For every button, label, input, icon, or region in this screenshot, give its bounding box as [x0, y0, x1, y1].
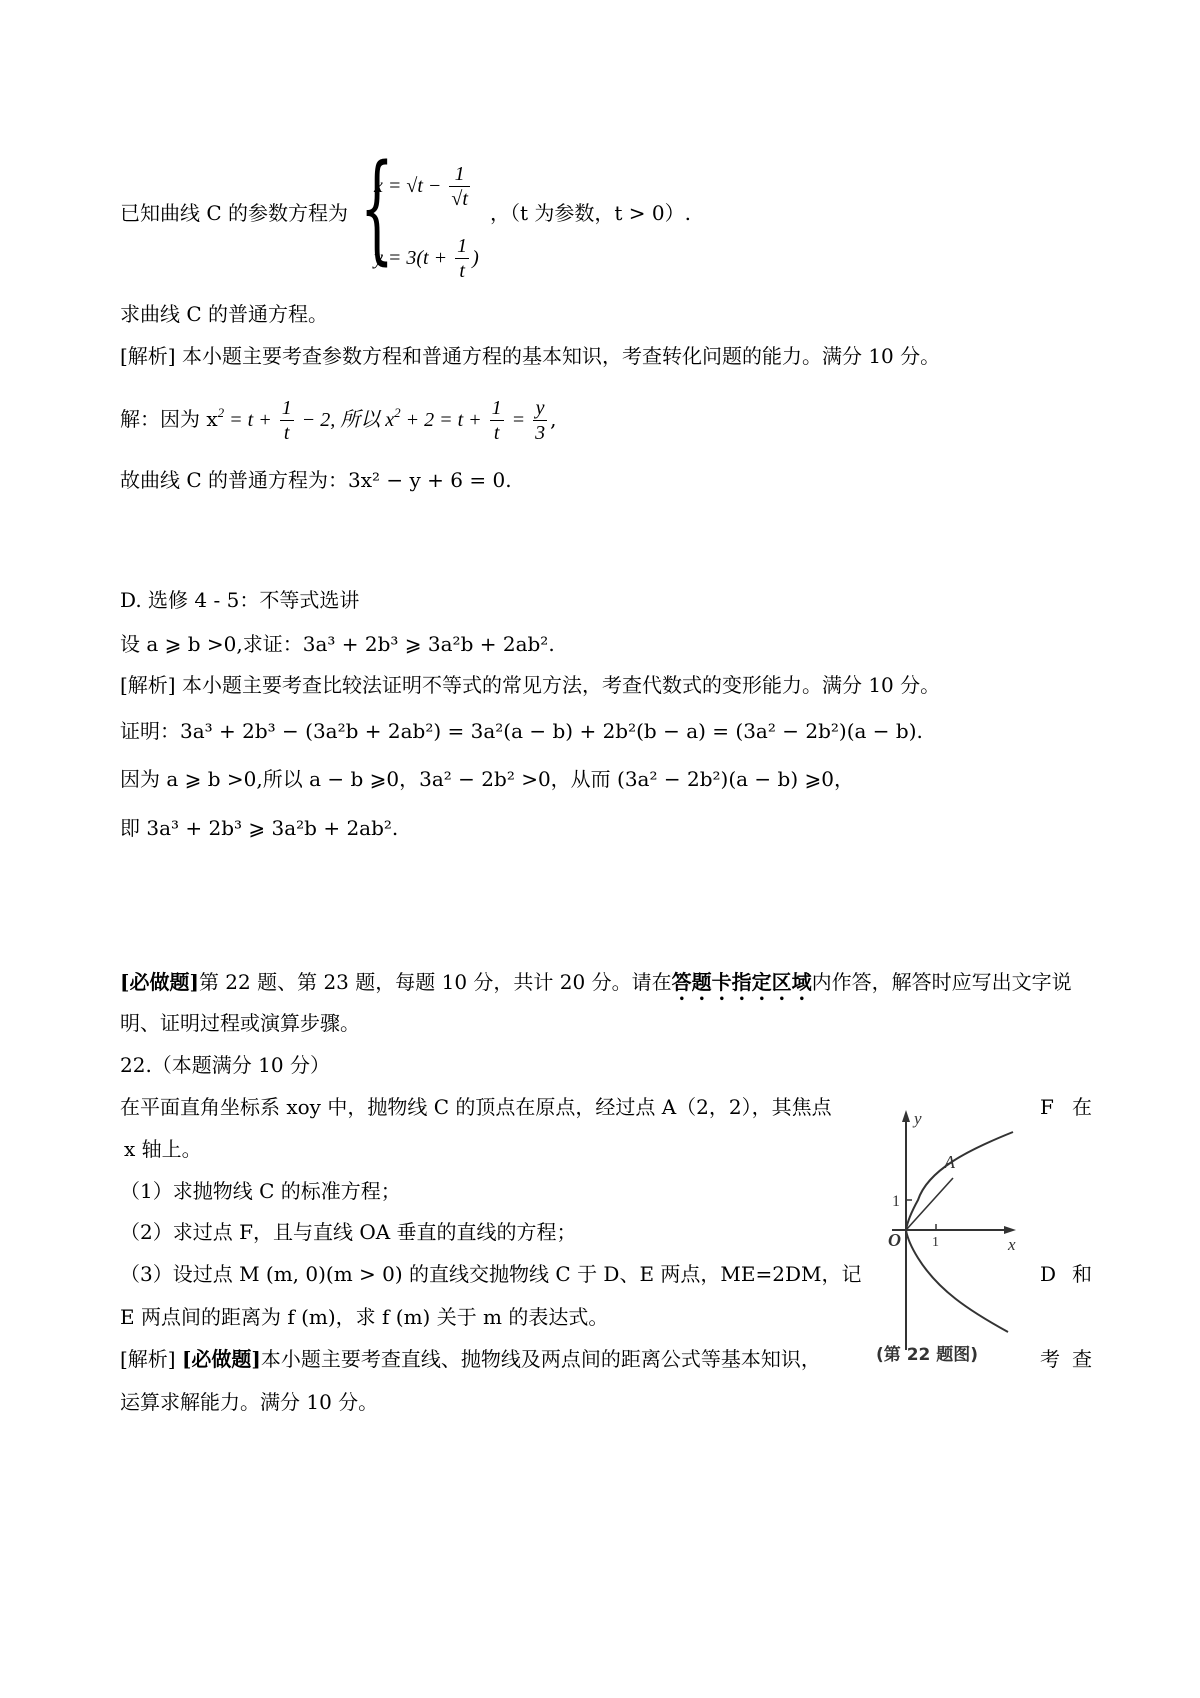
part-d-proof-2: 因为 a ⩾ b >0,所以 a − b ⩾0，3a² − 2b² >0，从而 (3a² − 2b²)(a − b) ⩾0，	[120, 767, 854, 791]
q22-part-3b: E 两点间的距离为 f (m)，求 f (m) 关于 m 的表达式。	[120, 1305, 609, 1329]
label-origin: O	[888, 1230, 901, 1250]
part-d-problem: 设 a ⩾ b >0,求证：3a³ + 2b³ ⩾ 3a²b + 2ab².	[120, 632, 555, 656]
part-d-analysis: [解析] 本小题主要考查比较法证明不等式的常见方法，考查代数式的变形能力。满分 10 分。	[120, 673, 941, 697]
parabola-curve	[906, 1132, 1013, 1332]
label-y: y	[914, 1109, 922, 1128]
q22-stem-2: x 轴上。	[124, 1137, 202, 1161]
label-x: x	[1008, 1235, 1016, 1254]
q22-analysis: [解析] [必做题]本小题主要考查直线、抛物线及两点间的距离公式等基本知识，	[120, 1347, 821, 1371]
x-axis-arrow	[1004, 1226, 1016, 1234]
q22-figure	[858, 1100, 1038, 1350]
q22-analysis-right-a: 考	[1040, 1347, 1060, 1371]
q22-stem: 在平面直角坐标系 xoy 中，抛物线 C 的顶点在原点，经过点 A（2，2），其焦点	[120, 1095, 832, 1119]
q22-part-3: （3）设过点 M (m, 0)(m > 0) 的直线交抛物线 C 于 D、E 两点，ME=2DM，记	[120, 1262, 862, 1286]
q22-analysis-2: 运算求解能力。满分 10 分。	[120, 1390, 379, 1414]
q22-part-3-right-b: 和	[1072, 1262, 1092, 1286]
label-point-a: A	[944, 1152, 955, 1172]
q22-stem-right-a: F	[1040, 1095, 1054, 1119]
eq-y-frac: $\frac{1}{t}$	[457, 235, 468, 282]
required-intro-2: 明、证明过程或演算步骤。	[120, 1011, 360, 1035]
label-one-y: 1	[892, 1193, 900, 1210]
param-note: ，（t 为参数，t > 0）.	[490, 201, 691, 225]
figure-caption: (第 22 题图)	[876, 1345, 979, 1365]
required-intro: [必做题]第 22 题、第 23 题，每题 10 分，共计 20 分。请在答题卡指定区域内作答，解答时应写出文字说	[120, 970, 1072, 994]
part-d-proof-3: 即 3a³ + 2b³ ⩾ 3a²b + 2ab².	[120, 816, 399, 840]
parametric-intro: 已知曲线 C 的参数方程为	[120, 201, 349, 225]
eq-x: x = √t − $\frac{1}{√t}$	[374, 163, 468, 210]
q22-stem-right-b: 在	[1072, 1095, 1092, 1119]
part-d-title: D. 选修 4 - 5：不等式选讲	[120, 588, 360, 612]
part-c-analysis: [解析] 本小题主要考查参数方程和普通方程的基本知识，考查转化问题的能力。满分 10 分。	[120, 344, 941, 368]
part-c-conclusion: 故曲线 C 的普通方程为：3x² − y + 6 = 0.	[120, 468, 512, 492]
part-c-solution: 解：因为 $x^2 = t$ + $\frac{1}{t}$ − 2, 所以 $x^2 + 2 = t$ + $\frac{1}{t}$ = $\frac{y}{3}$ ,	[120, 397, 557, 444]
q22-header: 22.（本题满分 10 分）	[120, 1053, 330, 1077]
y-axis-arrow	[902, 1110, 910, 1122]
left-brace: {	[360, 138, 394, 276]
part-c-question: 求曲线 C 的普通方程。	[120, 302, 329, 326]
q22-part-3-right-a: D	[1040, 1262, 1057, 1286]
eq-x-frac: $\frac{1}{√t}$	[451, 163, 468, 210]
eq-y: y = 3(t + $\frac{1}{t}$ )	[374, 235, 479, 282]
q22-part-1: （1）求抛物线 C 的标准方程；	[120, 1179, 401, 1203]
line-oa	[906, 1178, 953, 1230]
label-one-x: 1	[932, 1235, 939, 1250]
part-d-proof-1: 证明：3a³ + 2b³ − (3a²b + 2ab²) = 3a²(a − b) + 2b²(b − a) = (3a² − 2b²)(a − b).	[120, 719, 923, 743]
q22-analysis-right-b: 查	[1072, 1347, 1092, 1371]
q22-part-2: （2）求过点 F，且与直线 OA 垂直的直线的方程；	[120, 1220, 577, 1244]
